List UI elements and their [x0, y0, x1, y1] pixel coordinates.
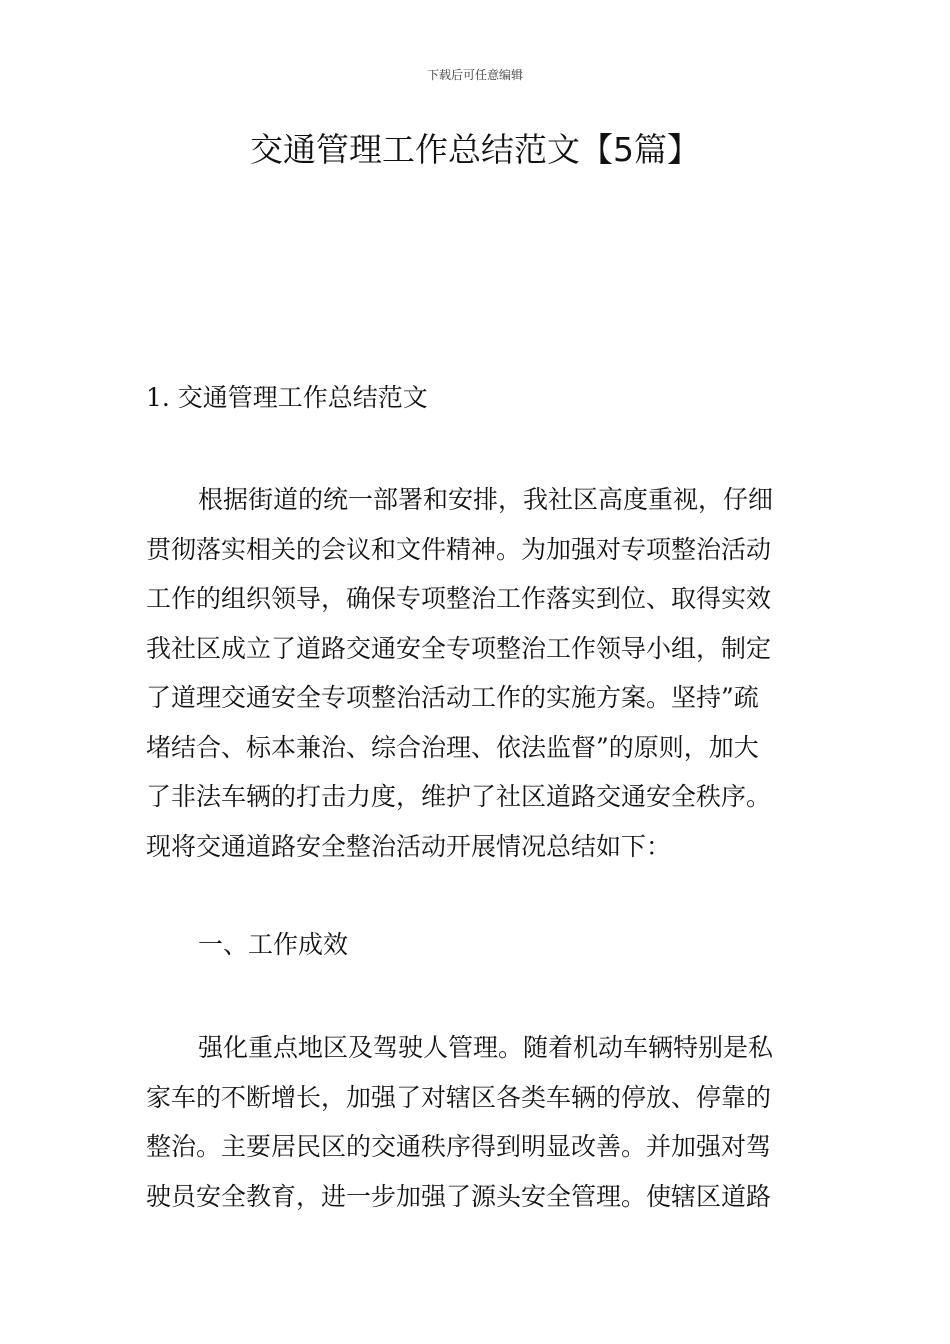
- section-heading: 1. 交通管理工作总结范文: [146, 383, 428, 412]
- paragraph-line: 贯彻落实相关的会议和文件精神。为加强对专项整治活动: [146, 534, 772, 564]
- paragraph-line: 根据街道的统一部署和安排，我社区高度重视，仔细: [198, 485, 774, 514]
- paragraph-line: 整治。主要居民区的交通秩序得到明显改善。并加强对驾: [146, 1132, 772, 1161]
- document-title: 交通管理工作总结范文【5篇】: [250, 130, 700, 169]
- paragraph-line: 了非法车辆的打击力度，维护了社区道路交通安全秩序。: [146, 782, 772, 811]
- paragraph-intro: [146, 475, 806, 871]
- paragraph-line: 我社区成立了道路交通安全专项整治工作领导小组，制定: [146, 633, 772, 663]
- paragraph-line: 现将交通道路安全整治活动开展情况总结如下：: [146, 831, 672, 861]
- page-header-note: 下载后可任意编辑: [426, 68, 523, 82]
- paragraph-line: 家车的不断增长，加强了对辖区各类车辆的停放、停靠的: [146, 1082, 772, 1112]
- paragraph-line: 工作的组织领导，确保专项整治工作落实到位、取得实效: [146, 584, 772, 613]
- paragraph-line: 驶员安全教育，进一步加强了源头安全管理。使辖区道路: [146, 1181, 772, 1211]
- paragraph-line: 堵结合、标本兼治、综合治理、依法监督”的原则，加大: [146, 732, 759, 762]
- paragraph-line: 了道理交通安全专项整治活动工作的实施方案。坚持”疏: [146, 683, 759, 712]
- paragraph-line: 强化重点地区及驾驶人管理。随着机动车辆特别是私: [198, 1033, 774, 1062]
- paragraph-work-results: [146, 1023, 806, 1221]
- subheading-work-results: 一、工作成效: [198, 930, 349, 959]
